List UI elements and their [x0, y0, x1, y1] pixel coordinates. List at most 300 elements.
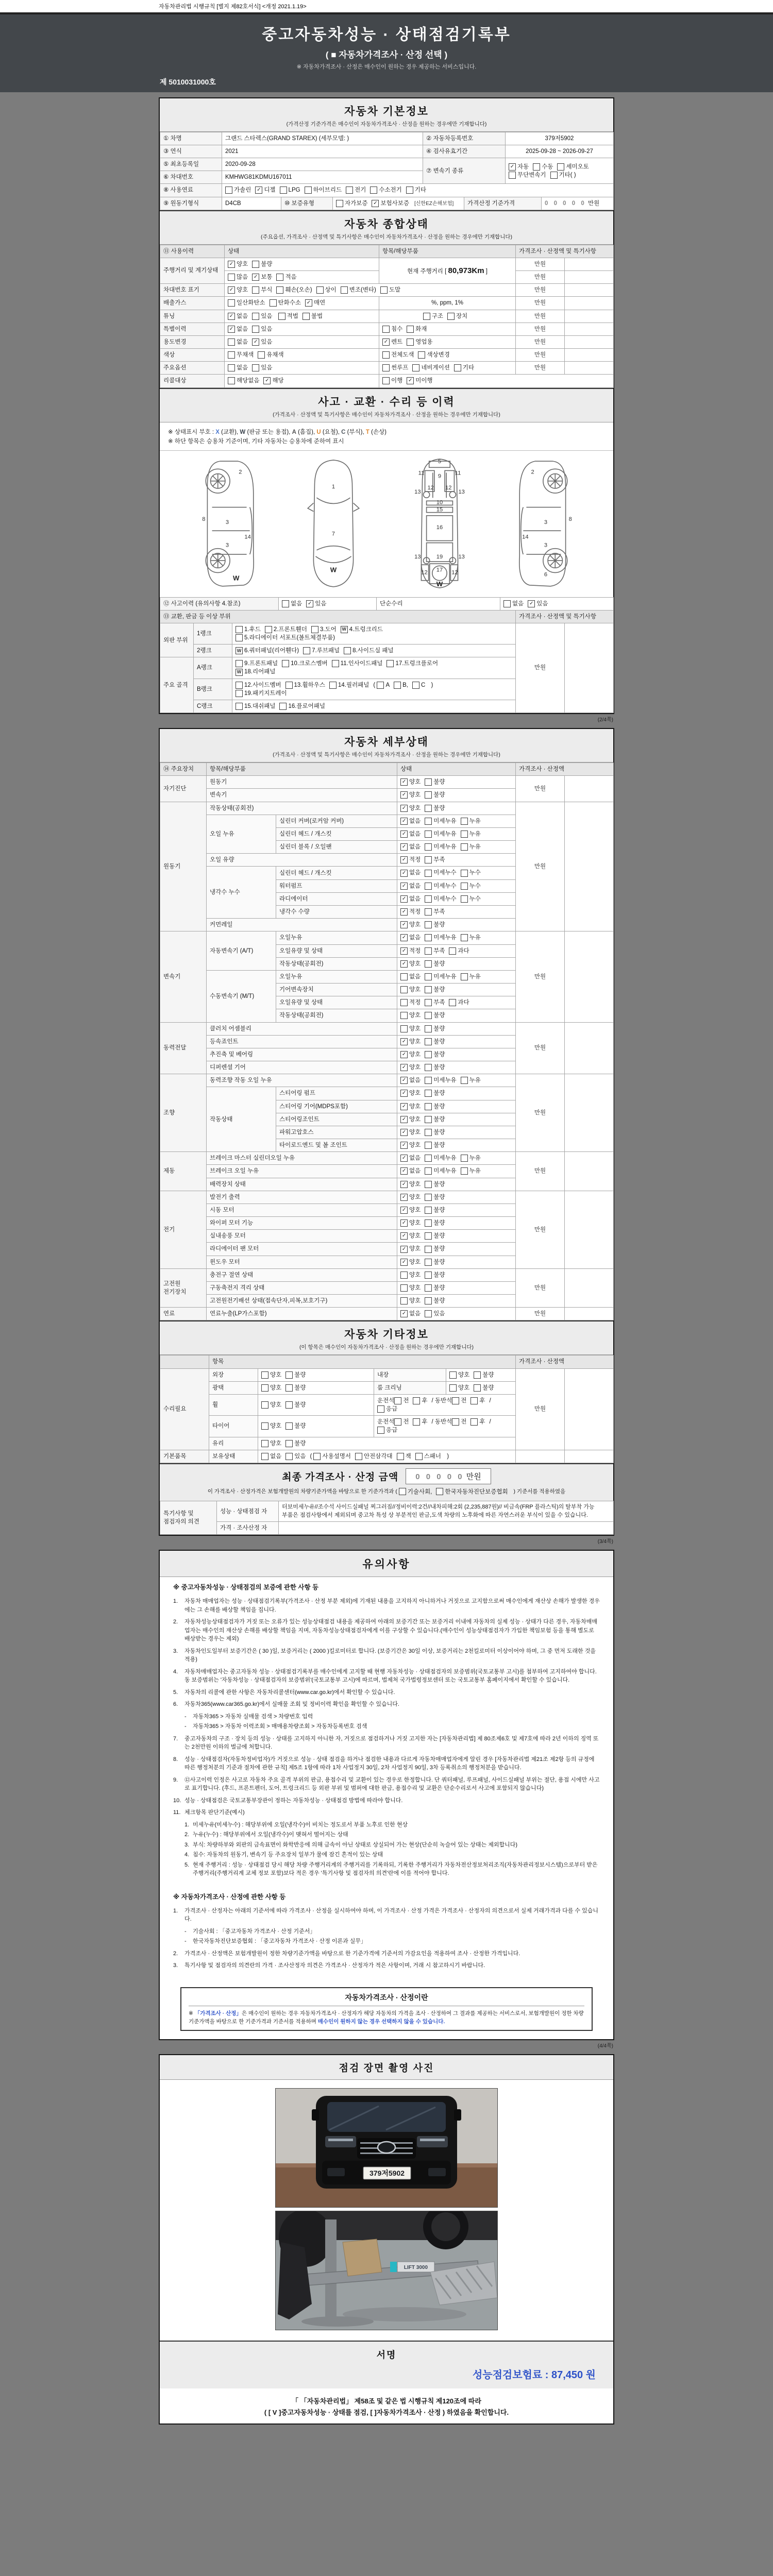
- notice-item: 10. 성능 · 상태점검은 국토교통부장관이 정하는 자동차성능 · 상태점검 방법에 따라야 합니다.: [173, 1797, 403, 1804]
- checkbox-empty[interactable]: 3.도어: [311, 625, 337, 634]
- checkbox-empty[interactable]: 화재: [407, 325, 427, 333]
- checkbox-empty[interactable]: 불량: [285, 1384, 306, 1392]
- checkbox-empty[interactable]: 불량: [425, 1232, 445, 1240]
- checkbox-empty[interactable]: 응급: [377, 1405, 397, 1413]
- checkbox-empty[interactable]: 있음: [285, 1452, 306, 1461]
- overall-header: [160, 211, 613, 245]
- cell: [225, 335, 379, 348]
- checkbox-empty[interactable]: C: [412, 681, 425, 689]
- checkbox-empty[interactable]: 양호: [261, 1422, 281, 1430]
- cell: [225, 375, 379, 387]
- cell: [379, 335, 516, 348]
- checkbox-empty[interactable]: 응급: [377, 1426, 397, 1434]
- checkbox-checked[interactable]: ✓ 양호: [400, 1089, 421, 1097]
- checkbox-empty[interactable]: 이행: [382, 377, 402, 385]
- checkbox-empty[interactable]: 없음: [400, 973, 421, 981]
- checkbox-empty[interactable]: 양호: [449, 1371, 469, 1379]
- checkbox-checked[interactable]: ✓ 없음: [400, 869, 421, 877]
- checkbox-checked[interactable]: ✓ 양호: [400, 778, 421, 786]
- checkbox-empty[interactable]: A: [377, 681, 390, 689]
- cell: [506, 158, 614, 184]
- checkbox-empty[interactable]: 후: [413, 1418, 427, 1426]
- checkbox-checked[interactable]: ✓ 없음: [400, 1310, 421, 1318]
- checkbox-empty[interactable]: 양호: [261, 1439, 281, 1448]
- checkbox-empty[interactable]: 누유: [461, 843, 481, 851]
- checkbox-empty[interactable]: 변조(변타): [341, 286, 376, 294]
- checkbox-empty[interactable]: 전기: [346, 186, 366, 194]
- checkbox-empty[interactable]: 적법: [278, 312, 298, 320]
- section-detail-condition: [160, 729, 613, 1320]
- checkbox-empty[interactable]: 유채색: [258, 351, 283, 359]
- detail-header: [160, 729, 613, 762]
- checkbox-checked[interactable]: ✓ 없음: [400, 882, 421, 890]
- checkbox-checked[interactable]: ✓ 매연: [305, 299, 325, 307]
- checkbox-empty[interactable]: 전: [452, 1418, 466, 1426]
- cell: 그랜드 스타렉스(GRAND STAREX) (세부모델: ): [222, 132, 423, 145]
- checkbox-empty[interactable]: 후: [413, 1397, 427, 1405]
- checkbox-checked[interactable]: ✓ 양호: [400, 960, 421, 968]
- cell: 동력조향 작동 오일 누유: [207, 1074, 397, 1087]
- cell: [379, 258, 516, 283]
- checkbox-checked[interactable]: ✓ 자동: [509, 163, 529, 171]
- checkbox-empty[interactable]: 11.인사이드패널: [332, 659, 383, 668]
- table-row: [160, 1521, 614, 1534]
- cell: 터보미세누유//조수석 사이드실패널 찌그러짐//정비이력:2건//내차피해:2회 (2,235,887원)// 비금속(FRP 플라스틱)의 탈부착 가능 부품은 점검사항에서 제외되며 중고차 특성 상 부분적인 판금,도색 차량의 노후화에 따른 자연스러운 부식이 있을 수 있습니다.: [279, 1501, 614, 1522]
- checkbox-empty[interactable]: 썬루프: [382, 364, 408, 372]
- checkbox-empty[interactable]: 14.필러패널: [329, 681, 369, 689]
- checkbox-empty[interactable]: 양호: [261, 1371, 281, 1379]
- notice-item: 3. 자동차인도일부터 보증기간은 ( 30 )일, 보증거리는 ( 2000 )킬로미터로 합니다. (보증기간은 30일 이상, 보증거리는 2천킬로미터 이상이어야 하며, 그 중 먼저 도래한 것을 적용): [173, 1648, 596, 1663]
- checkbox-checked[interactable]: ✓ 없음: [400, 1167, 421, 1175]
- cell: [565, 349, 614, 362]
- checkbox-checked[interactable]: ✓ 없음: [228, 325, 248, 333]
- cell: D4CB: [222, 197, 281, 210]
- checkbox-empty[interactable]: 미세누유: [425, 1167, 456, 1175]
- checkbox-empty[interactable]: 9.프론트패널: [236, 659, 278, 668]
- checkbox-empty[interactable]: 기타: [406, 186, 426, 194]
- cell: [565, 776, 614, 802]
- checkbox-checked[interactable]: ✓ 양호: [400, 791, 421, 799]
- cell: [565, 931, 614, 1022]
- checkbox-empty[interactable]: 전: [394, 1397, 409, 1405]
- checkbox-empty[interactable]: 누유: [461, 1076, 481, 1084]
- text: 80,973Km: [448, 266, 484, 275]
- checkbox-empty[interactable]: 미세누수: [425, 895, 456, 903]
- section-accident-history: [160, 388, 613, 714]
- checkbox-empty[interactable]: 불량: [425, 1038, 445, 1046]
- row-label: 차대번호 표기: [160, 284, 225, 297]
- checkbox-empty[interactable]: 전: [394, 1418, 409, 1426]
- checkbox-empty[interactable]: 전체도색: [382, 351, 414, 359]
- checkbox-empty[interactable]: 있음: [252, 312, 272, 320]
- checkbox-empty[interactable]: 부족: [425, 908, 445, 916]
- cell: [258, 1381, 374, 1394]
- confirmation-statement: [160, 2388, 613, 2424]
- checkbox-checked[interactable]: ✓ 디젤: [255, 186, 275, 194]
- checkbox-empty[interactable]: 불량: [425, 778, 445, 786]
- checkbox-empty[interactable]: 없음: [228, 364, 248, 372]
- checkbox-checked[interactable]: ✓ 양호: [400, 1141, 421, 1149]
- section-overall-condition: [160, 210, 613, 388]
- text: ※: [189, 2010, 195, 2016]
- checkbox-checked[interactable]: ✓ 양호: [400, 1180, 421, 1189]
- checkbox-empty[interactable]: 불량: [425, 1063, 445, 1072]
- checkbox-empty[interactable]: 불량: [425, 986, 445, 994]
- checkbox-empty[interactable]: 미세누수: [425, 882, 456, 890]
- checkbox-checked[interactable]: ✓ 양호: [400, 1038, 421, 1046]
- checkbox-checked[interactable]: ✓ 미이행: [407, 377, 432, 385]
- diagram-label-3: 3: [225, 542, 229, 549]
- row-label: ⑧ 사용연료: [160, 184, 222, 197]
- checkbox-checked[interactable]: ✓ 해당: [263, 377, 283, 385]
- checkbox-empty[interactable]: 기타( ): [550, 171, 576, 179]
- checkbox-empty[interactable]: 누수: [461, 895, 481, 903]
- checkbox-empty[interactable]: 17.트렁크플로어: [386, 659, 438, 668]
- accident-history-table: [160, 597, 614, 611]
- cell: [565, 1022, 614, 1074]
- column-header: 항목/해당부품: [207, 763, 397, 776]
- checkbox-empty[interactable]: 기타: [454, 364, 474, 372]
- checkbox-checked[interactable]: ✓ 양호: [400, 1193, 421, 1201]
- checkbox-empty[interactable]: 미세누유: [425, 817, 456, 825]
- checkbox-checked[interactable]: ✓ 양호: [400, 804, 421, 812]
- cell: [397, 1152, 516, 1165]
- checkbox-checked[interactable]: ✓ 있음: [528, 600, 548, 608]
- checkbox-empty[interactable]: 불량: [425, 1128, 445, 1137]
- checkbox-empty[interactable]: 잭: [397, 1452, 411, 1461]
- checkbox-empty[interactable]: 기술사회,: [399, 1487, 432, 1496]
- checkbox-empty[interactable]: 불량: [425, 804, 445, 812]
- checkbox-empty[interactable]: 불량: [474, 1371, 494, 1379]
- checkbox-empty[interactable]: 10.크로스멤버: [282, 659, 328, 668]
- checkbox-empty[interactable]: 누유: [461, 973, 481, 981]
- checkbox-empty[interactable]: LPG: [280, 186, 300, 194]
- cell: [397, 1230, 516, 1243]
- checkbox-empty[interactable]: 불량: [425, 1115, 445, 1124]
- checkbox-empty[interactable]: 미세누유: [425, 973, 456, 981]
- text: (: [310, 1453, 314, 1460]
- checkbox-empty[interactable]: 부족: [425, 856, 445, 864]
- text: W: [240, 429, 246, 435]
- checkbox-empty[interactable]: 해당없음: [228, 377, 259, 385]
- row-label: 2랭크: [194, 645, 232, 657]
- cell: [397, 1139, 516, 1152]
- cell: 룸 크리닝: [374, 1381, 446, 1394]
- checkbox-empty[interactable]: 불량: [425, 1011, 445, 1020]
- checkbox-empty[interactable]: 양호: [261, 1401, 281, 1409]
- checkbox-checked[interactable]: ✓ 없음: [400, 895, 421, 903]
- checkbox-empty[interactable]: 있음: [252, 325, 272, 333]
- checkbox-empty[interactable]: 5.라디에이터 서포트(볼트체결부품): [236, 634, 335, 642]
- checkbox-checked[interactable]: ✓ 양호: [400, 1258, 421, 1266]
- checkbox-empty[interactable]: 불량: [425, 1025, 445, 1033]
- checkbox-empty[interactable]: 1.후드: [236, 625, 261, 634]
- cell: [397, 1035, 516, 1048]
- checkbox-empty[interactable]: 양호: [400, 1011, 421, 1020]
- notice-item: 2. 자동차성능상태점검자가 거짓 또는 오류가 있는 성능상태점검 내용을 제공하여 아래의 보증기간 또는 보증거리 이내에 자동차의 실제 성능 · 상태가 다른 경우, 자동차매매업자는 매수인의 재산상 손해를 배상할 책임을 지며, 자동차성능상태점검자에게 이를 구상할 수 있습니다.(매수인이 성능상태점검자가 가입한 책임보험 등을 통해 별도로 배상받는 경우는 제외): [173, 1619, 598, 1642]
- diagram-label-16: 16: [436, 524, 443, 531]
- cell: [446, 1368, 516, 1381]
- checkbox-empty[interactable]: 불량: [425, 1193, 445, 1201]
- checkbox-empty[interactable]: 누유: [461, 1167, 481, 1175]
- checkbox-w-mark[interactable]: W 6.쿼터패널(리어휀다): [236, 647, 299, 655]
- checkbox-checked[interactable]: ✓ 양호: [400, 1245, 421, 1253]
- checkbox-checked[interactable]: ✓ 없음: [400, 843, 421, 851]
- checkbox-checked[interactable]: ✓ 양호: [400, 1103, 421, 1111]
- checkbox-empty[interactable]: 많음: [228, 273, 248, 281]
- checkbox-empty[interactable]: 15.대쉬패널: [236, 702, 275, 710]
- cell: [397, 867, 516, 879]
- checkbox-empty[interactable]: 양호: [449, 1384, 469, 1392]
- table-row: [160, 763, 614, 776]
- checkbox-empty[interactable]: 13.휠하우스: [285, 681, 325, 689]
- checkbox-empty[interactable]: 불량: [425, 1297, 445, 1305]
- checkbox-empty[interactable]: 없음: [503, 600, 524, 608]
- car-damage-diagram: [160, 451, 613, 597]
- checkbox-empty[interactable]: 누유: [461, 830, 481, 838]
- column-header: 가격조사 · 산정액 및 특기사항: [516, 610, 614, 623]
- checkbox-empty[interactable]: 불량: [425, 1206, 445, 1214]
- checkbox-checked[interactable]: ✓ 양호: [400, 1219, 421, 1227]
- checkbox-empty[interactable]: 한국자동차진단보증협회: [436, 1487, 508, 1496]
- checkbox-empty[interactable]: 불량: [252, 260, 272, 268]
- checkbox-empty[interactable]: 미세누수: [425, 869, 456, 877]
- checkbox-empty[interactable]: 일산화탄소: [228, 299, 265, 307]
- checkbox-empty[interactable]: 없음: [282, 600, 302, 608]
- checkbox-empty[interactable]: 누유: [461, 1154, 481, 1162]
- checkbox-empty[interactable]: 색상변경: [418, 351, 449, 359]
- checkbox-empty[interactable]: 과다: [449, 998, 469, 1007]
- checkbox-empty[interactable]: 침수: [382, 325, 402, 333]
- checkbox-empty[interactable]: 안전삼각대: [355, 1452, 393, 1461]
- checkbox-empty[interactable]: 후: [470, 1397, 485, 1405]
- checkbox-empty[interactable]: 수소전기: [370, 186, 401, 194]
- row-label: ⑫ 사고이력 (유의사항 4.참조): [160, 597, 279, 610]
- checkbox-empty[interactable]: 있음: [425, 1310, 445, 1318]
- checkbox-empty[interactable]: 후: [470, 1418, 485, 1426]
- final-price-band: [160, 1463, 613, 1501]
- checkbox-checked[interactable]: ✓ 렌트: [382, 338, 402, 346]
- cell: [542, 197, 614, 210]
- cell: [565, 270, 614, 283]
- checkbox-empty[interactable]: 누유: [461, 817, 481, 825]
- checkbox-empty[interactable]: 누수: [461, 869, 481, 877]
- checkbox-checked[interactable]: ✓ 양호: [400, 1115, 421, 1124]
- checkbox-empty[interactable]: 누수: [461, 882, 481, 890]
- checkbox-empty[interactable]: 양호: [400, 1271, 421, 1279]
- cell: 와이퍼 모터 기능: [207, 1217, 397, 1230]
- checkbox-empty[interactable]: 8.사이드실 패널: [344, 647, 393, 655]
- checkbox-empty[interactable]: 불량: [285, 1371, 306, 1379]
- checkbox-empty[interactable]: 12.사이드멤버: [236, 681, 281, 689]
- row-label: 색상: [160, 349, 225, 362]
- checkbox-empty[interactable]: 양호: [400, 1297, 421, 1305]
- car-underbody-diagram: [396, 457, 483, 591]
- checkbox-checked[interactable]: ✓ 적정: [400, 856, 421, 864]
- table-row: [160, 776, 614, 789]
- column-header: 가격조사 · 산정액: [516, 1355, 614, 1368]
- checkbox-empty[interactable]: 불량: [425, 1245, 445, 1253]
- checkbox-empty[interactable]: 누유: [461, 934, 481, 942]
- checkbox-empty[interactable]: 불량: [425, 1180, 445, 1189]
- other-header: [160, 1321, 613, 1355]
- cell: [565, 1450, 614, 1463]
- checkbox-empty[interactable]: 미세누유: [425, 1154, 456, 1162]
- checkbox-w-mark[interactable]: W 18.리어패널: [236, 668, 275, 676]
- checkbox-empty[interactable]: 과다: [449, 947, 469, 955]
- price-survey-definition-box: [180, 1987, 593, 2031]
- checkbox-empty[interactable]: 불량: [425, 1089, 445, 1097]
- checkbox-empty[interactable]: 7.루브패널: [303, 647, 340, 655]
- checkbox-checked[interactable]: ✓ 없음: [400, 817, 421, 825]
- diagram-label-8: 8: [568, 516, 572, 522]
- basic-info-table-2: [160, 158, 614, 184]
- row-label: 전기: [160, 1191, 207, 1268]
- checkbox-empty[interactable]: 있음: [252, 364, 272, 372]
- checkbox-checked[interactable]: ✓ 양호: [400, 1063, 421, 1072]
- checkbox-empty[interactable]: 네비게이션: [412, 364, 450, 372]
- cell: 파워고압호스: [276, 1126, 397, 1139]
- checkbox-empty[interactable]: 미세누유: [425, 934, 456, 942]
- cell: 충전구 절연 상태: [207, 1268, 397, 1281]
- legend-line-1: [168, 428, 605, 436]
- checkbox-empty[interactable]: 적정: [400, 998, 421, 1007]
- checkbox-checked[interactable]: ✓ 없음: [400, 1076, 421, 1084]
- checkbox-empty[interactable]: 불량: [285, 1422, 306, 1430]
- checkbox-checked[interactable]: ✓ 보통: [252, 273, 272, 281]
- checkbox-empty[interactable]: 불법: [303, 312, 323, 320]
- notice-title: 유의사항: [362, 1558, 411, 1571]
- checkbox-empty[interactable]: 적음: [276, 273, 296, 281]
- checkbox-empty[interactable]: 불량: [474, 1384, 494, 1392]
- checkbox-empty[interactable]: 불량: [285, 1439, 306, 1448]
- checkbox-empty[interactable]: 부족: [425, 947, 445, 955]
- cell: 만원: [516, 297, 565, 310]
- checkbox-checked[interactable]: ✓ 있음: [252, 338, 272, 346]
- checkbox-empty[interactable]: 불량: [425, 1050, 445, 1059]
- cell: [397, 789, 516, 802]
- checkbox-empty[interactable]: 불량: [425, 1219, 445, 1227]
- other-subtitle: (이 항목은 매수인이 자동차가격조사 · 산정을 원하는 경우에만 기재합니다): [299, 1344, 474, 1351]
- checkbox-empty[interactable]: 불량: [425, 1258, 445, 1266]
- checkbox-empty[interactable]: 전: [452, 1397, 466, 1405]
- checkbox-w-mark[interactable]: W 4.트렁크리드: [341, 625, 383, 634]
- cell: [397, 905, 516, 918]
- cell: 만원: [516, 1022, 565, 1074]
- checkbox-checked[interactable]: ✓ 양호: [400, 1050, 421, 1059]
- checkbox-checked[interactable]: ✓ 없음: [400, 830, 421, 838]
- checkbox-empty[interactable]: 수동: [533, 163, 553, 171]
- diagram-label-W: W: [233, 574, 240, 582]
- checkbox-empty[interactable]: 양호: [400, 1025, 421, 1033]
- checkbox-empty[interactable]: 미세누유: [425, 843, 456, 851]
- checkbox-empty[interactable]: 불량: [425, 791, 445, 799]
- document-number: 제 5010031000호: [160, 78, 216, 86]
- checkbox-checked[interactable]: ✓ 양호: [400, 1128, 421, 1137]
- checkbox-empty[interactable]: 없음: [261, 1452, 281, 1461]
- checkbox-empty[interactable]: 불량: [425, 1103, 445, 1111]
- checkbox-empty[interactable]: 영업용: [407, 338, 432, 346]
- checkbox-checked[interactable]: ✓ 없음: [400, 934, 421, 942]
- detail-table: [160, 762, 614, 1320]
- checkbox-checked[interactable]: ✓ 적정: [400, 908, 421, 916]
- checkbox-empty[interactable]: 훼손(오손): [276, 286, 312, 294]
- row-label: C랭크: [194, 700, 232, 713]
- checkbox-empty[interactable]: 가솔린: [225, 186, 251, 194]
- checkbox-empty[interactable]: 하이브리드: [305, 186, 342, 194]
- price-notice-title: ※ 자동차가격조사 · 산정에 관한 사항 등: [173, 1893, 286, 1901]
- notice-item: 1. 자동차 매매업자는 성능 · 상태점검기록부(가격조사 · 산정 부분 제외)에 기재된 내용을 고지하지 아니하거나 거짓으로 고지함으로써 매수인에게 재산상 손해가 발생한 경우에는 그 손해를 배상할 책임을 집니다.: [173, 1598, 600, 1613]
- cell: 수동변속기 (M/T): [207, 970, 276, 1022]
- checkbox-checked[interactable]: ✓ 없음: [228, 312, 248, 320]
- section-other-info: [160, 1320, 613, 1463]
- checkbox-empty[interactable]: 16.플로어패널: [279, 702, 325, 710]
- checkbox-checked[interactable]: ✓ 적정: [400, 947, 421, 955]
- checkbox-empty[interactable]: 19.패키지트레이: [236, 689, 287, 698]
- checkbox-empty[interactable]: 세미오토: [557, 163, 589, 171]
- checkbox-checked[interactable]: ✓ 없음: [400, 1154, 421, 1162]
- checkbox-checked[interactable]: ✓ 양호: [400, 921, 421, 929]
- checkbox-empty[interactable]: 자가보증: [336, 199, 367, 208]
- checkbox-empty[interactable]: 불량: [425, 1284, 445, 1292]
- cell: [232, 645, 516, 657]
- checkbox-empty[interactable]: 2.프론트휀더: [265, 625, 307, 634]
- checkbox-empty[interactable]: 미세누유: [425, 1076, 456, 1084]
- definition-box-body: [189, 2009, 584, 2026]
- checkbox-empty[interactable]: 양호: [400, 1284, 421, 1292]
- checkbox-empty[interactable]: 무단변속기: [509, 171, 546, 179]
- checkbox-empty[interactable]: 불량: [425, 921, 445, 929]
- diagram-label-12: 12: [421, 569, 428, 576]
- cell: [397, 1204, 516, 1216]
- row-label: 연료: [160, 1308, 207, 1320]
- checkbox-checked[interactable]: ✓ 양호: [400, 1232, 421, 1240]
- checkbox-empty[interactable]: 장치: [447, 312, 467, 320]
- row-label: 동력전달: [160, 1022, 207, 1074]
- text: A: [292, 429, 296, 435]
- checkbox-empty[interactable]: 부식: [252, 286, 272, 294]
- checkbox-empty[interactable]: 스패너: [415, 1452, 441, 1461]
- checkbox-empty[interactable]: B,: [394, 681, 408, 689]
- cell: 윈도우 모터: [207, 1256, 397, 1268]
- checkbox-checked[interactable]: ✓ 양호: [228, 260, 248, 268]
- checkbox-empty[interactable]: 탄화수소: [270, 299, 301, 307]
- row-label: ⑦ 변속기 종류: [423, 158, 506, 184]
- table-row: [160, 245, 614, 258]
- cell: 만원: [516, 270, 565, 283]
- checkbox-empty[interactable]: 양호: [400, 986, 421, 994]
- cell: [397, 1243, 516, 1256]
- checkbox-empty[interactable]: 불량: [425, 1141, 445, 1149]
- checkbox-empty[interactable]: 미세누유: [425, 830, 456, 838]
- checkbox-empty[interactable]: 없음: [228, 338, 248, 346]
- checkbox-empty[interactable]: 사용설명서: [313, 1452, 351, 1461]
- row-label: ④ 검사유효기간: [423, 145, 506, 158]
- checkbox-empty[interactable]: 불량: [285, 1401, 306, 1409]
- checkbox-checked[interactable]: ✓ 양호: [228, 286, 248, 294]
- checkbox-checked[interactable]: ✓ 양호: [400, 1206, 421, 1214]
- checkbox-empty[interactable]: 도말: [380, 286, 400, 294]
- checkbox-checked[interactable]: ✓ 보험사보증: [372, 199, 409, 208]
- checkbox-empty[interactable]: 구조: [423, 312, 443, 320]
- checkbox-empty[interactable]: 무채색: [228, 351, 254, 359]
- checkbox-empty[interactable]: 양호: [261, 1384, 281, 1392]
- checkbox-empty[interactable]: 불량: [425, 960, 445, 968]
- checkbox-empty[interactable]: 상이: [316, 286, 337, 294]
- checkbox-checked[interactable]: ✓ 있음: [306, 600, 326, 608]
- checkbox-empty[interactable]: 부족: [425, 998, 445, 1007]
- checkbox-empty[interactable]: 불량: [425, 1271, 445, 1279]
